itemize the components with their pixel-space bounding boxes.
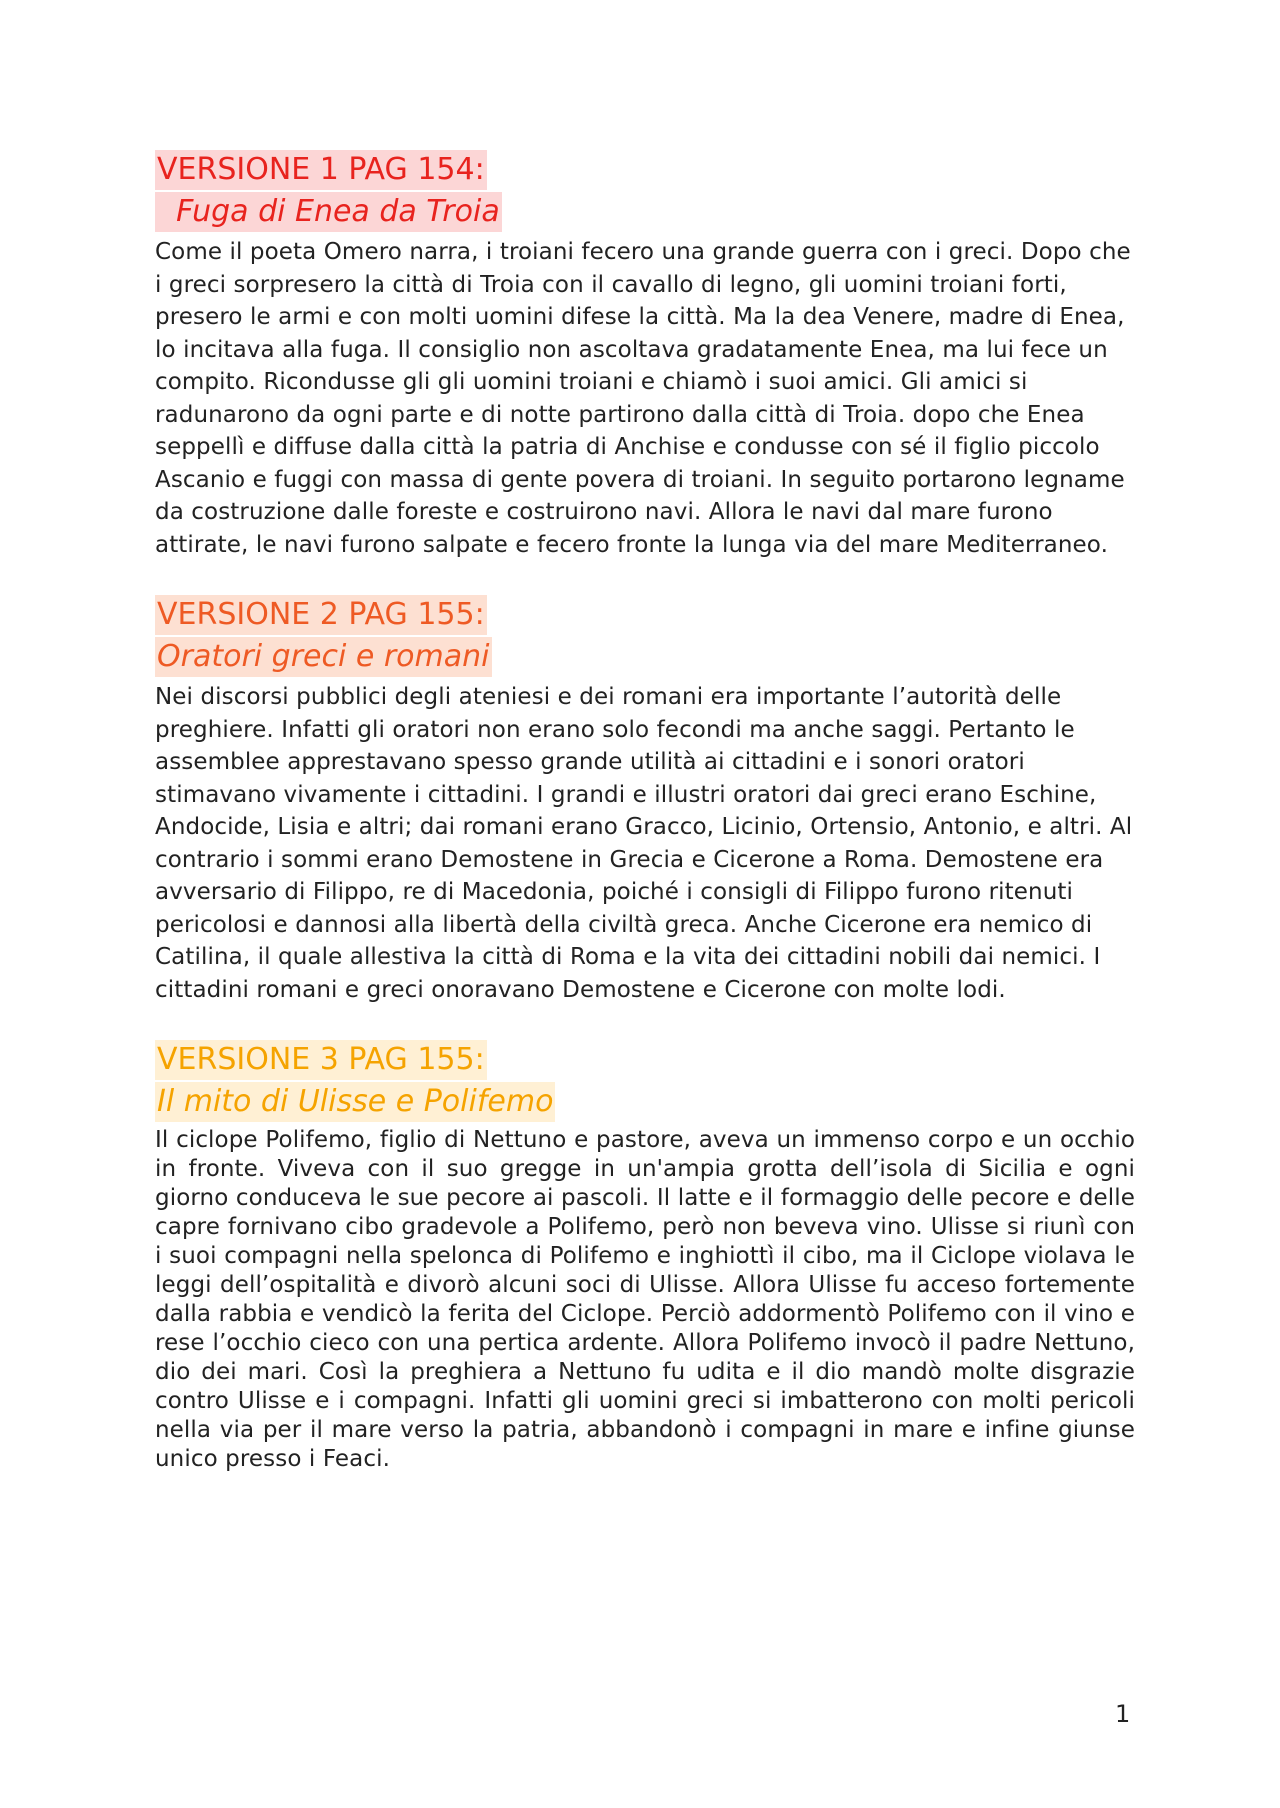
version-2-body: Nei discorsi pubblici degli ateniesi e dei romani era importante l’autorità delle preghiere. Infatti gli oratori non erano solo fecondi ma anche saggi. Pertanto le assemblee apprestavano spesso grande utilità ai cittadini e i sonori oratori stimavano vivamente i cittadini. I grandi e illustri oratori dai greci erano Eschine, Andocide, Lisia e altri; dai romani erano Gracco, Licinio, Ortensio, Antonio, e altri. Al contrario i sommi erano Demostene in Grecia e Cicerone a Roma. Demostene era avversario di Filippo, re di Macedonia, poiché i consigli di Filippo furono ritenuti pericolosi e dannosi alla libertà della civiltà greca. Anche Cicerone era nemico di Catilina, il quale allestiva la città di Roma e la vita dei cittadini nobili dai nemici. I cittadini romani e greci onoravano Demostene e Cicerone con molte lodi. bbox=[155, 684, 1133, 1003]
version-1-subtitle: Fuga di Enea da Troia bbox=[155, 192, 502, 232]
document-page bbox=[155, 150, 1135, 1508]
version-3-section bbox=[155, 1040, 1135, 1474]
version-3-subtitle: Il mito di Ulisse e Polifemo bbox=[155, 1082, 555, 1122]
version-1-body: Come il poeta Omero narra, i troiani fecero una grande guerra con i greci. Dopo che i greci sorpresero la città di Troia con il cavallo di legno, gli uomini troiani forti, presero le armi e con molti uomini difese la città. Ma la dea Venere, madre di Enea, lo incitava alla fuga. Il consiglio non ascoltava gradatamente Enea, ma lui fece un compito. Ricondusse gli gli uomini troiani e chiamò i suoi amici. Gli amici si radunarono da ogni parte e di notte partirono dalla città di Troia. dopo che Enea seppellì e diffuse dalla città la patria di Anchise e condusse con sé il figlio piccolo Ascanio e fuggi con massa di gente povera di troiani. In seguito portarono legname da costruzione dalle foreste e costruirono navi. Allora le navi dal mare furono attirate, le navi furono salpate e fecero fronte la lunga via del mare Mediterraneo. bbox=[155, 239, 1131, 558]
version-3-heading: VERSIONE 3 PAG 155: bbox=[155, 1040, 487, 1080]
version-1-section bbox=[155, 150, 1135, 561]
version-1-heading: VERSIONE 1 PAG 154: bbox=[155, 150, 487, 190]
version-2-section bbox=[155, 595, 1135, 1006]
version-3-body: Il ciclope Polifemo, figlio di Nettuno e pastore, aveva un immenso corpo e un occhio in fronte. Viveva con il suo gregge in un'ampia grotta dell’isola di Sicilia e ogni giorno conduceva le sue pecore ai pascoli. Il latte e il formaggio delle pecore e delle capre fornivano cibo gradevole a Polifemo, però non beveva vino. Ulisse si riunì con i suoi compagni nella spelonca di Polifemo e inghiottì il cibo, ma il Ciclope violava le leggi dell’ospitalità e divorò alcuni soci di Ulisse. Allora Ulisse fu acceso fortemente dalla rabbia e vendicò la ferita del Ciclope. Perciò addormentò Polifemo con il vino e rese l’occhio cieco con una pertica ardente. Allora Polifemo invocò il padre Nettuno, dio dei mari. Così la preghiera a Nettuno fu udita e il dio mandò molte disgrazie contro Ulisse e i compagni. Infatti gli uomini greci si imbatterono con molti pericoli nella via per il mare verso la patria, abbandonò i compagni in mare e infine giunse unico presso i Feaci. bbox=[155, 1127, 1135, 1472]
version-2-subtitle: Oratori greci e romani bbox=[155, 637, 492, 677]
version-2-heading: VERSIONE 2 PAG 155: bbox=[155, 595, 487, 635]
page-number: 1 bbox=[1115, 1700, 1131, 1728]
